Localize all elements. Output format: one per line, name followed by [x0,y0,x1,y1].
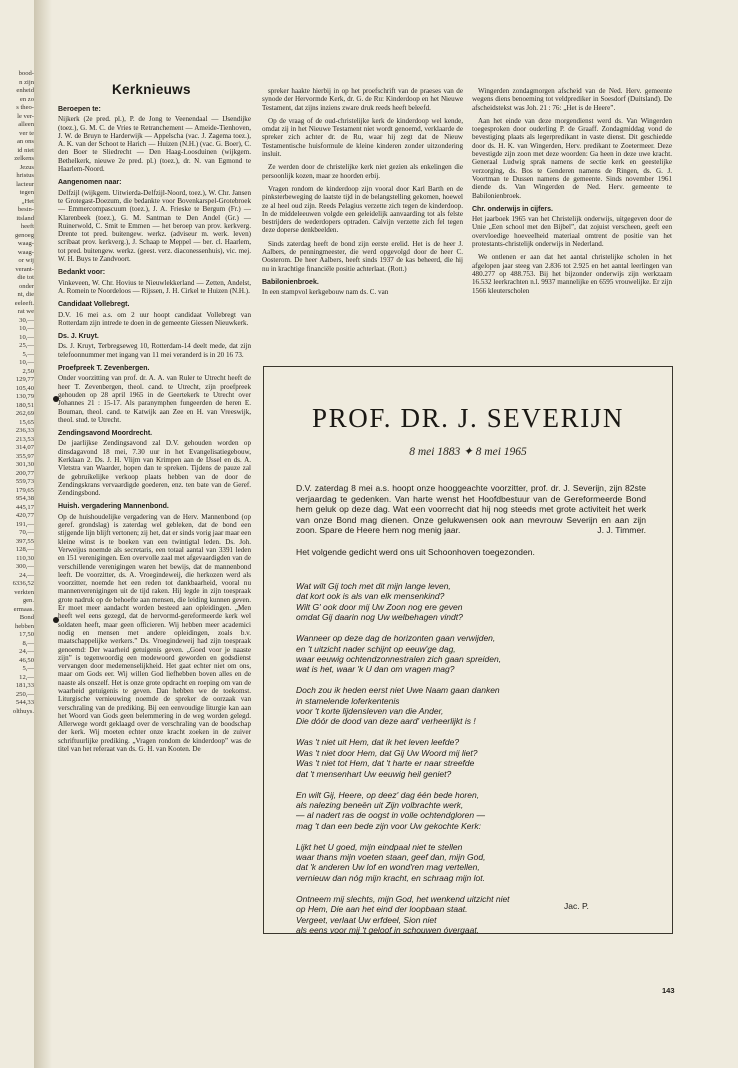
bleed-line: 179,65 [15,486,34,494]
tribute-intro-signature: J. J. Timmer. [597,525,646,536]
bleed-line: s theo- [16,104,34,111]
poem-line: Was 't niet uit Hem, dat ik het leven leefde? [296,737,460,748]
bleed-line: hebben [14,622,34,630]
bleed-line: n zijn [19,78,34,86]
article-heading: Ds. J. Kruyt. [58,333,99,341]
poem-line: wat is het, waar 'k U dan om vragen mag? [296,664,455,675]
bleed-line: heeft [20,223,34,230]
poem-stanza [296,894,646,936]
article-paragraph: spreker haakte hierbij in op het proefschrift van de praeses van de synode der Hervormde Kerk, dr. G. de Ru: Kinderdoop en het Nieuwe Testament, dat zijns inziens zware druk reeds heeft beleefd. [262,87,463,112]
poem-line: Wanneer op deze dag de horizonten gaan verwijden, [296,633,496,644]
bleed-line: 954,38 [15,495,34,502]
bleed-line: 181,33 [15,682,34,689]
article-paragraph: Het jaarboek 1965 van het Christelijk onderwijs, uitgegeven door de Unie „Een school met den Bijbel”, dat zojuist verscheen, geeft een overvloedige hoeveelheid materiaal omtrent de positie van het protestants-christelijk onderwijs in Nederland. [472,215,672,249]
poem-stanza [296,790,646,832]
article-paragraph: De jaarlijkse Zendingsavond zal D.V. gehouden worden op dinsdagavond 18 mei, 7.30 uur in het Evangelisatiegebouw, Kerklaan 2. Ds. J. H. Vlijm van Krimpen aan de IJssel en ds. A. Vletstra van Waarder, hopen dan te spreken. Tijdens de pauze zal de gebruikelijke verkoop plaats hebben van de door de Zendingskrans vervaardigde goederen, enz. ten bate van de Geref. Zendingsbond. [58,439,251,498]
bleed-line: an ons [16,138,34,145]
bleed-line: onder [18,282,34,290]
adjacent-page-bleed [0,70,35,910]
article-paragraph: Onder voorzitting van prof. dr. A. A. van Ruler te Utrecht heeft de heer T. Zevenbergen, theol. cand. te Utrecht, zijn proefpreek gehouden op 28 april 1965 in de Geertekerk te Utrecht over Johannes 21 : 15-17. Als paranymphen fungeerden de heren E. Bouman, theol. cand. te Katwijk aan Zee en H. van Vreeswijk, theol. stud. te Utrecht. [58,374,251,424]
article-heading: Aangenomen naar: [58,179,122,187]
poem-line: dat 'k anderen Uw lof en wond'ren mag vertellen, [296,862,480,873]
bleed-line: 262,69 [15,410,34,417]
bleed-line: 46,50 [19,656,34,664]
bleed-line: 8,— [22,639,34,647]
bleed-line: 10,— [19,333,34,341]
article-heading: Candidaat Vollebregt. [58,301,130,309]
article-paragraph: Op de huishoudelijke vergadering van de Herv. Mannenbond (op geref. grondslag) is zaterdag wel gebleken, dat de bond een stijgende lijn blijft vertonen; zij het, dat er sinds vorig jaar maar een kleine winst is te boeken van een twintigtal leden. Ds. Joh. Verweijus noemde als secretaris, een totaal aantal van 3391 leden en 151 verenigingen. Een overvolle zaal met afgevaardigden van de verschillende verenigingen waren het bewijs, dat de mannenbond leeft. De voorzitter, ds. A. Vroegindeweij, die herkozen werd als voorzitter, noemde het een reden tot dankbaarheid, vooral nu mannenverenigingen uit de tijd raken. Hij legde in zijn toespraak grote nadruk op de behoefte aan mensen, die leiding kunnen geven. Er moet meer aandacht worden besteed aan opleidingen. „Men heeft wel eens gezegd, dat de hervormd-gereformeerde kerk wel soldaten heeft, maar geen officieren. Wij hebben meer academici nodig en mensen met andere opleidingen, zoals b.v. maatschappelijke werkers.” Ds. Vroegindeweij had zijn toespraak genoemd: Der waarheid getuigenis geven. „Goed voor je naaste zijn” is tegenwoordig een modewoord geworden en godsdienst vervangen door medemenselijkheid. Het gaat echter niet om ons, maar om Gods eer. Wij willen God liefhebben boven alles en de naaste als onszelf. Het is onze grote opdracht en roeping om van de waarheid getuigenis te geven. Dan hebben we de toekomst. Liturgische vernieuwing noemde de spreker de oorzaak van verschraling van de prediking. Bij een eenvoudige liturgie kan aan het Woord van Gods geen belemmering in de weg worden gelegd. Allerwege wordt geklaagd over de verschraling van de boodschap der kerk. Wij moeten echter onze kracht zoeken in de zuiver schriftuurlijke prediking. „Vragen rondom de kinderdoop” was de titel van het referaat van ds. G. H. van Kooten. De [58,512,251,754]
bleed-line: gen. [22,597,34,604]
poem-line: en 't uitzicht nader schijnt op eeuw'ge dag, [296,643,456,654]
bleed-line: 17,50 [19,631,34,638]
poem-line: waar thans mijn voeten staan, geef dan, mijn God, [296,852,486,863]
bleed-line: 200,77 [15,469,34,477]
bleed-line: id niet [17,146,34,154]
poem [296,581,646,946]
poem-line: dat 't mensenhart Uw eeuwig heil geniet? [296,768,452,779]
bleed-line: bood- [18,70,34,77]
column-left [58,100,251,758]
bleed-line: 15,65 [19,418,34,426]
tribute-dates: 8 mei 1883 ✦ 8 mei 1965 [409,446,527,458]
bleed-line: hristus [16,172,34,179]
poem-stanza [296,737,646,779]
bleed-line: 544,33 [15,699,34,706]
tribute-intro [296,483,646,536]
tribute-title: PROF. DR. J. SEVERIJN [312,403,624,433]
poem-line: Was 't niet tot Hem, dat 't harte er naar streefde [296,758,475,769]
article-paragraph: Aan het einde van deze morgendienst werd ds. Van Wingerden toegesproken door ouderling P. de Graaff. Zondagmiddag vond de bevestiging plaats als legerpredikant in vaste dienst. Dit geschiedde door ds. H. K. van Wingerden, Herv. predikant te Zoetermeer. Deze bevestigde zijn zoon met deze woorden: Ga heen in deze uwe kracht. Generaal Ludwig sprak namens de sectie kerk en geestelijke verzorging, ds. Bos te Genderen namens de Ringen, ds. G. J. Voortman te Dussen namens de gemeente. Sinds november 1961 diende ds. Van Wingerden de Ned. Herv. gemeente te Babilonienbroek. [472,116,672,200]
article-paragraph: We ontlenen er aan dat het aantal christelijke scholen in het afgelopen jaar steeg van 2.836 tot 2.925 en het aantal leerlingen van 480.277 op 488.753. Bij het bijzonder onderwijs zijn werkzaam 16.532 leerkrachten n.l. 9937 mannelijke en 6595 vrouwelijke. Er zijn 1566 kleuterscholen [472,253,672,295]
article-paragraph: Op de vraag of de oud-christelijke kerk de kinderdoop wel kende, omdat zij in het Nieuwe Testament niet wordt genoemd, verklaarde de spreker zich achter dr. de Ru, waar hij zegt dat de Nieuw Testamentische huisformule de kleine kinderen zonder uitzondering insluit. [262,116,463,159]
article-paragraph: Vragen rondom de kinderdoop zijn vooral door Karl Barth en de pinksterbeweging de laatste tijd in de belangstelling gekomen, hoewel ze al heel oud zijn. Reeds Pelagius verzette zich tegen de kinderdoop. In de middeleeuwen volgde een geleidelijk aanvaarding tot als felste bestrijders de wederdopers optraden. Calvijn verzette zich fel tegen deze doperse denkbeelden. [262,184,463,235]
article-paragraph: Wingerden zondagmorgen afscheid van de Ned. Herv. gemeente wegens diens benoeming tot veldprediker in Soesdorf (Duitsland). De afscheidstekst was Joh. 21 : 76: „Het is de Heere”. [472,87,672,112]
article-heading: Chr. onderwijs in cijfers. [472,205,553,213]
article-paragraph: Delfzijl (wijkgem. Uitwierda-Delfzijl-Noord, toez.), W. Chr. Jansen te Grotegast-Doezum, die bedankte voor Bovenkarspel-Grotebroek — Emmercompascuum (toez.), J. A. Frieske te Bergum (Fr.) — Klarenbeek (toez.), G. M. Santman te Den Andel (Gr.) — Ruinerwold, C. Smit te Emmen — het beroep van prov. kerkverg. Drente tot pred. buitengew. werkz. (adviseur m. werk. leven) scribaat prov. kerkverg.), J. Schaap te Meppel — ber. cl. Haarlem, tot pred. buitengew. werkz. (geest. verz. diaconessenhuis), vic. mej. W. H. Buys te Zandvoort. [58,188,251,264]
bleed-line: 559,73 [15,478,34,485]
poem-line: op Hem, Die aan het eind der loopbaan staat. [296,904,468,915]
bleed-line: lacteur [16,180,34,188]
poem-stanza [296,842,646,884]
article-paragraph: Sinds zaterdag heeft de bond zijn eerste erelid. Het is de heer J. Aalbers, de penningmeester, die werd opgevolgd door de heer C. Oosterom. De heer Aalbers, heeft sinds 1937 de kas beheerd, die hij nu in krachtige financiële positie achterlaat. (Rott.) [262,239,463,273]
bleed-line: 24,— [19,648,34,655]
poem-line: dat kort ook is als van elk mensenkind? [296,591,445,602]
bleed-line: 10,— [19,325,34,332]
bleed-line: 5,— [22,350,34,358]
bleed-line: 445,17 [15,503,34,511]
poem-signature: Jac. P. [564,901,589,911]
column-right [472,87,672,300]
bleed-line: 397,55 [15,537,34,545]
bleed-line: 24,— [19,571,34,579]
bleed-line: ver te [19,129,34,137]
bleed-line: 2,50 [22,367,34,375]
bleed-line: 70,— [19,529,34,536]
bleed-line: ermaas. [13,605,34,613]
bleed-line: besin- [17,206,34,213]
bleed-line: genoeg [14,231,34,239]
poem-stanza [296,685,646,727]
poem-line: waar eeuwig ochtendzonnestralen zich gaan spreiden, [296,653,502,664]
poem-line: vernieuw dan nóg mijn kracht, en schraag mijn lot. [296,872,485,883]
bleed-line: „Het [21,197,34,205]
article-paragraph: Ds. J. Kruyt, Terbregseweg 10, Rotterdam-14 deelt mede, dat zijn telefoonnummer met ingang van 11 mei veranderd is in 20 16 73. [58,342,251,359]
article-paragraph: Vinkeveen, W. Chr. Hovius te Nieuwlekkerland — Zetten, Andelst, A. Romein te Noordeloos — Rijssen, J. H. Cirkel te Huizen (N.H.). [58,278,251,295]
bleed-line: tegen [19,189,34,196]
poem-line: Lijkt het U goed, mijn eindpaal niet te stellen [296,841,463,852]
bleed-line: le ver- [17,112,34,120]
bleed-line: 236,33 [15,427,34,434]
bleed-line: 191,— [15,520,34,528]
poem-line: En wilt Gij, Heere, op deez' dag één bede horen, [296,789,480,800]
bleed-line: or wij [18,257,34,264]
bleed-line: waag- [17,248,34,256]
bleed-line: 420,77 [15,512,34,519]
bleed-line: 110,30 [16,554,34,562]
bleed-line: 130,79 [15,393,34,400]
bleed-line: 25,— [19,342,34,349]
poem-line: omdat Gij daarin nog Uw welbehagen vindt? [296,612,463,623]
article-paragraph: D.V. 16 mei a.s. om 2 uur hoopt candidaat Vollebregt van Rotterdam zijn intrede te doen in de gemeente Giessen Nieuwkerk. [58,310,251,327]
article-paragraph: In een stampvol kerkgebouw nam ds. C. van [262,288,389,297]
poem-line: Die dóór de dood van deze aard' verheerlijkt is ! [296,716,476,727]
bleed-line: 129,77 [15,376,34,383]
bleed-line: 213,53 [15,435,34,443]
article-paragraph: Nijkerk (2e pred. pl.), P. de Jong te Veenendaal — IJsendijke (toez.), G. M. C. de Vries te Retranchement — Ameide-Tienhoven, J. W. de Bruyn te Harderwijk — Appelscha (vac. J. Zagema toez.), A. K. van der Schoot te Harich — Huizen (N.H.) (vac. G. Boer), C. den Boer te Sliedrecht — Den Haag-Loosduinen (wijkgem. Bethelkerk, nieuwe 2e pred. pl.) (toez.), dr. N. van Egmond te Haarlem-Noord. [58,115,251,174]
page-number: 143 [662,986,675,995]
bleed-line: 6336,52 [12,580,34,587]
poem-line: in stamelende loferkentenis [296,695,400,706]
poem-line: Was 't niet door Hem, dat Gij Uw Woord mij liet? [296,747,478,758]
article-heading: Proefpreek T. Zevenbergen. [58,365,150,373]
bleed-line: alleen [18,121,34,128]
gutter-shadow [34,0,52,1068]
bleed-line: rat we [17,308,34,315]
article-heading: Bedankt voor: [58,269,106,277]
poem-stanza [296,633,646,675]
article-heading: Beroepen te: [58,106,101,113]
section-masthead: Kerknieuws [112,82,191,97]
poem-line: Wat wilt Gij toch met dit mijn lange leven, [296,581,451,591]
bleed-line: 30,— [19,316,34,324]
bleed-line: olthuys. [12,707,34,715]
bleed-line: 10,— [19,359,34,366]
tribute-box [263,366,673,934]
article-heading: Babilonienbroek. [262,278,319,286]
bleed-line: 301,30 [15,461,34,468]
bleed-line: 250,— [15,690,34,698]
bleed-line: verkten [14,588,34,596]
column-middle [262,87,463,302]
bleed-line: Bond [19,614,34,621]
poem-line: Vergeet, verlaat Uw erfdeel, Sion niet [296,914,437,925]
poem-line: Ontneem mij slechts, mijn God, het wenkend uitzicht niet [296,893,510,904]
bleed-line: waag- [17,240,34,247]
tribute-intro-text: D.V. zaterdag 8 mei a.s. hoopt onze hooggeachte voorzitter, prof. dr. J. Severijn, zijn 82ste verjaardag te gedenken. Van harte wenst het Hoofdbestuur van de Gereformeerde Bond hem geluk op deze dag. Wat een voorrecht dat hij nog steeds met grote activiteit het werk van onze Bond mag dienen. Onze gelukwensen ook aan mevrouw Severijn en aan zijn zoon. Spare de Heere hem nog menig jaar. [296,483,646,536]
bleed-line: 128,— [15,546,34,553]
bleed-line: Jezus [19,163,34,171]
bleed-line: 355,97 [15,452,34,460]
bleed-line: verant- [15,265,34,273]
poem-line: als nalezing beneën uit Zijn volbrachte werk, [296,799,464,810]
bleed-line: itsland [16,214,34,222]
bleed-line: 5,— [22,665,34,672]
poem-stanza [296,581,646,623]
bleed-line: enheid [16,87,34,94]
poem-line: als eens voor mij 't geloof in schouwen óvergaat. [296,924,480,935]
bleed-line: die tot [17,274,34,281]
article-heading: Zendingsavond Moordrecht. [58,430,153,438]
bleed-line: en zo [19,95,34,103]
bleed-line: 180,51 [15,401,34,409]
bleed-line: eeleeft. [14,299,34,307]
bleed-line: 12,— [19,673,34,681]
article-paragraph: Ze werden door de christelijke kerk niet gezien als enkelingen die persoonlijk kozen, maar ze hoorden erbij. [262,163,463,180]
poem-line: mag 't dan een bede zijn voor Uw gekochte Kerk: [296,820,481,831]
article-heading: Huish. vergadering Mannenbond. [58,503,169,511]
bleed-line: 314,07 [15,444,34,451]
poem-note: Het volgende gedicht werd ons uit Schoonhoven toegezonden. [296,547,535,557]
bleed-line: zelkens [14,155,34,162]
bleed-line: 105,40 [15,384,34,392]
poem-line: Doch zou ik heden eerst niet Uwe Naam gaan danken [296,685,500,696]
poem-line: Wilt G' ook door mij Uw Zoon nog ere geven [296,601,463,612]
poem-line: voor 't korte lijdensleven van die Ander, [296,706,444,717]
bleed-line: 300,— [15,563,34,570]
bleed-line: nt, die [17,291,34,298]
poem-line: — al nadert ras de oogst in volle ochtendgloren — [296,810,486,821]
